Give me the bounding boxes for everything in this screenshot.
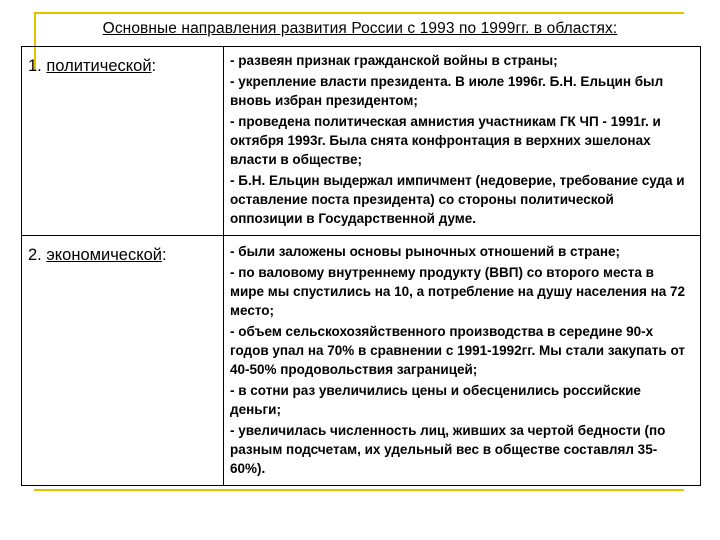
description-cell-economic [224,236,701,486]
area-label: экономической [46,246,163,264]
decorative-bottom-line [34,489,684,491]
decorative-top-line [34,12,684,14]
area-cell-economic [22,236,224,486]
slide-title: Основные направления развития России с 1993 по 1999гг. в областях: [102,20,618,37]
list-item: - Б.Н. Ельцин выдержал импичмент (недоверие, требование суда и оставление поста президента) со стороны политической оппозиции в Государственной думе. [230,173,685,226]
list-item: - укрепление власти президента. В июле 1996г. Б.Н. Ельцин был вновь избран президентом; [230,74,664,108]
table-row-economic [22,236,701,486]
list-item: - увеличилась численность лиц, живших за чертой бедности (по разным подсчетам, их удельный вес в обществе составлял 35-60%). [230,423,666,476]
area-number: 2. [28,246,42,264]
area-cell-political [22,47,224,236]
table-row-political [22,47,701,236]
area-suffix: : [162,246,167,264]
description-cell-political [224,47,701,236]
list-item: - объем сельскохозяйственного производства в середине 90-х годов упал на 70% в сравнении с 1991-1992гг. Мы стали закупать от 40-50% продовольствия заграницей; [230,324,685,377]
area-number: 1. [28,57,42,75]
list-item: - в сотни раз увеличились цены и обесценились российские деньги; [230,383,641,417]
list-item: - проведена политическая амнистия участникам ГК ЧП - 1991г. и октября 1993г. Была снята конфронтация в верхних эшелонах власти в обществе; [230,114,661,167]
area-suffix: : [151,57,157,75]
list-item: - были заложены основы рыночных отношений в стране; [230,244,621,259]
list-item: - развеян признак гражданской войны в страны; [230,53,558,68]
list-item: - по валовому внутреннему продукту (ВВП) со второго места в мире мы спустились на 10, а потребление на душу населения на 72 место; [230,265,686,318]
area-label: политической [46,57,152,75]
content-table [21,46,701,486]
